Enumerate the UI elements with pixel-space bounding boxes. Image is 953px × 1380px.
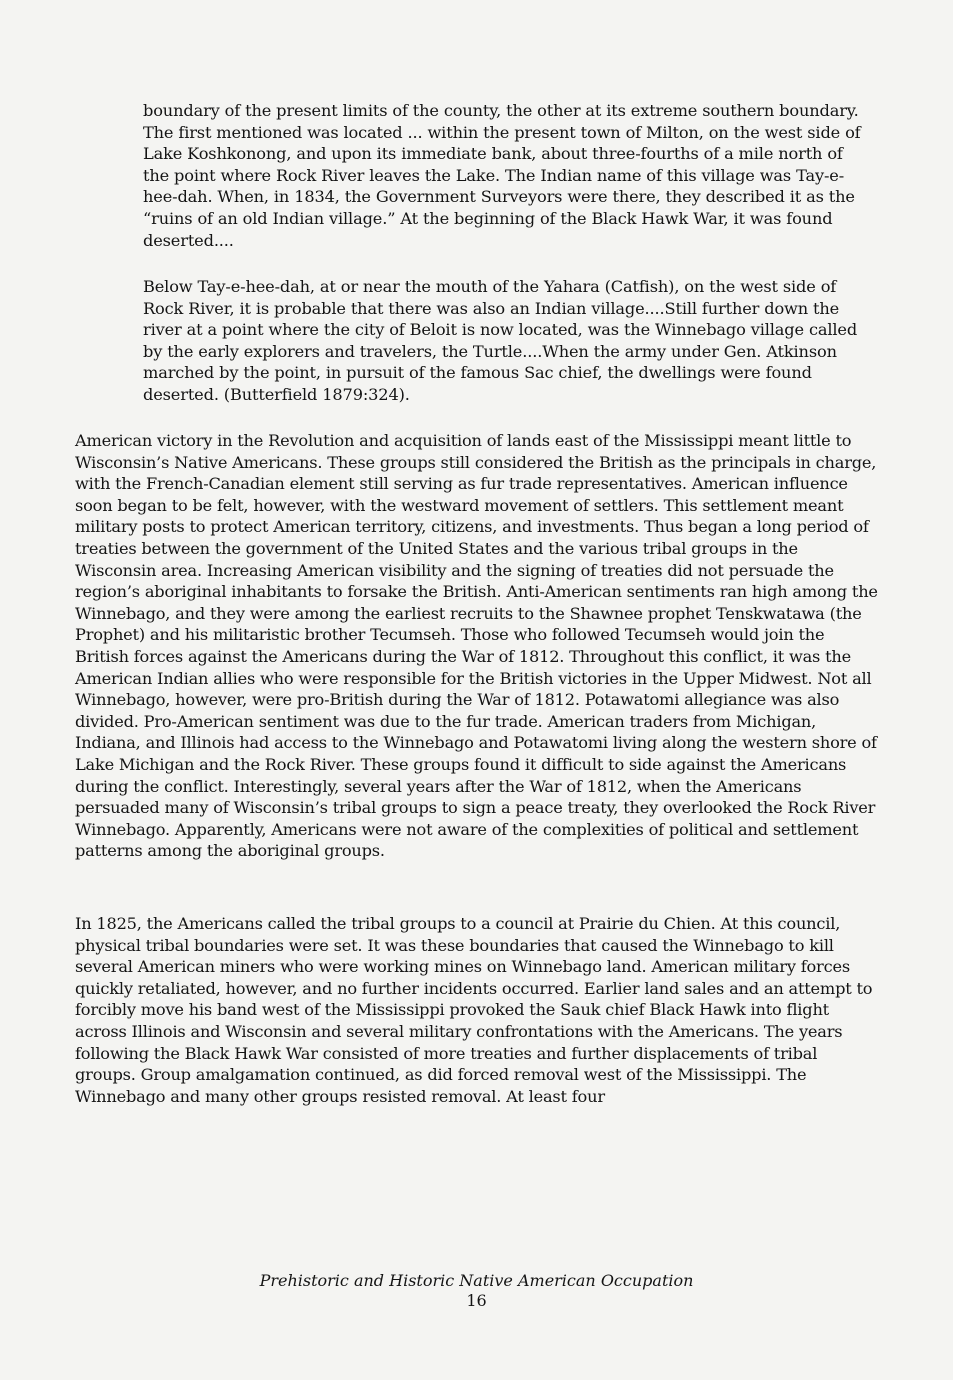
body-paragraph-2: In 1825, the Americans called the tribal groups to a council at Prairie du Chien. At this council, physical tribal boundaries were set. It was these boundaries that caused the Winnebago to kill several American miners who were working mines on Winnebago land. American military forces quickly retaliated, however, and no further incidents occurred. Earlier land sales and an attempt to forcibly move his band west of the Mississippi provoked the Sauk chief Black Hawk into flight across Illinois and Wisconsin and several military confrontations with the Americans. The years following the Black Hawk War consisted of more treaties and further displacements of tribal groups. Group amalgamation continued, as did forced removal west of the Mississippi. The Winnebago and many other groups resisted removal. At least four xyxy=(75,914,873,1106)
body-paragraph-1: American victory in the Revolution and acquisition of lands east of the Mississippi meant little to Wisconsin’s Native Americans. These groups still considered the British as the principals in charge, with the French-Canadian element still serving as fur trade representatives. American influence soon began to be felt, however, with the westward movement of settlers. This settlement meant military posts to protect American territory, citizens, and investments. Thus began a long period of treaties between the government of the United States and the various tribal groups in the Wisconsin area. Increasing American visibility and the signing of treaties did not persuade the region’s aboriginal inhabitants to forsake the British. Anti-American sentiments ran high among the Winnebago, and they were among the earliest recruits to the Shawnee prophet Tenskwatawa (the Prophet) and his militaristic brother Tecumseh. Those who followed Tecumseh would join the British forces against the Americans during the War of 1812. Throughout this conflict, it was the American Indian allies who were responsible for the British victories in the Upper Midwest. Not all Winnebago, however, were pro-British during the War of 1812. Potawatomi allegiance was also divided. Pro-American sentiment was due to the fur trade. American traders from Michigan, Indiana, and Illinois had access to the Winnebago and Potawatomi living along the western shore of Lake Michigan and the Rock River. These groups found it difficult to side against the Americans during the conflict. Interestingly, several years after the War of 1812, when the Americans persuaded many of Wisconsin’s tribal groups to sign a peace treaty, they overlooked the Rock River Winnebago. Apparently, Americans were not aware of the complexities of political and settlement patterns among the aboriginal groups. xyxy=(75,431,878,861)
block-quote-2 xyxy=(143,276,871,406)
running-footer-title: Prehistoric and Historic Native American Occupation xyxy=(259,1271,694,1290)
block-quote-1 xyxy=(143,100,871,251)
quote-text: Below Tay-e-hee-dah, at or near the mouth of the Yahara (Catfish), on the west side of Rock River, it is probable that there was also an Indian village....Still further down the river at a point where the city of Beloit is now located, was the Winnebago village called by the early explorers and travelers, the Turtle....When the army under Gen. Atkinson marched by the point, in pursuit of the famous Sac chief, the dwellings were found deserted. (Butterfield 1879:324). xyxy=(143,277,858,404)
quote-text: boundary of the present limits of the county, the other at its extreme southern boundary. The first mentioned was located ... within the present town of Milton, on the west side of Lake Koshkonong, and upon its immediate bank, about three-fourths of a mile north of the point where Rock River leaves the Lake. The Indian name of this village was Tay-e-hee-dah. When, in 1834, the Government Surveyors were there, they described it as the “ruins of an old Indian village.” At the beginning of the Black Hawk War, it was found deserted.... xyxy=(143,101,861,250)
page-number: 16 xyxy=(466,1291,487,1310)
